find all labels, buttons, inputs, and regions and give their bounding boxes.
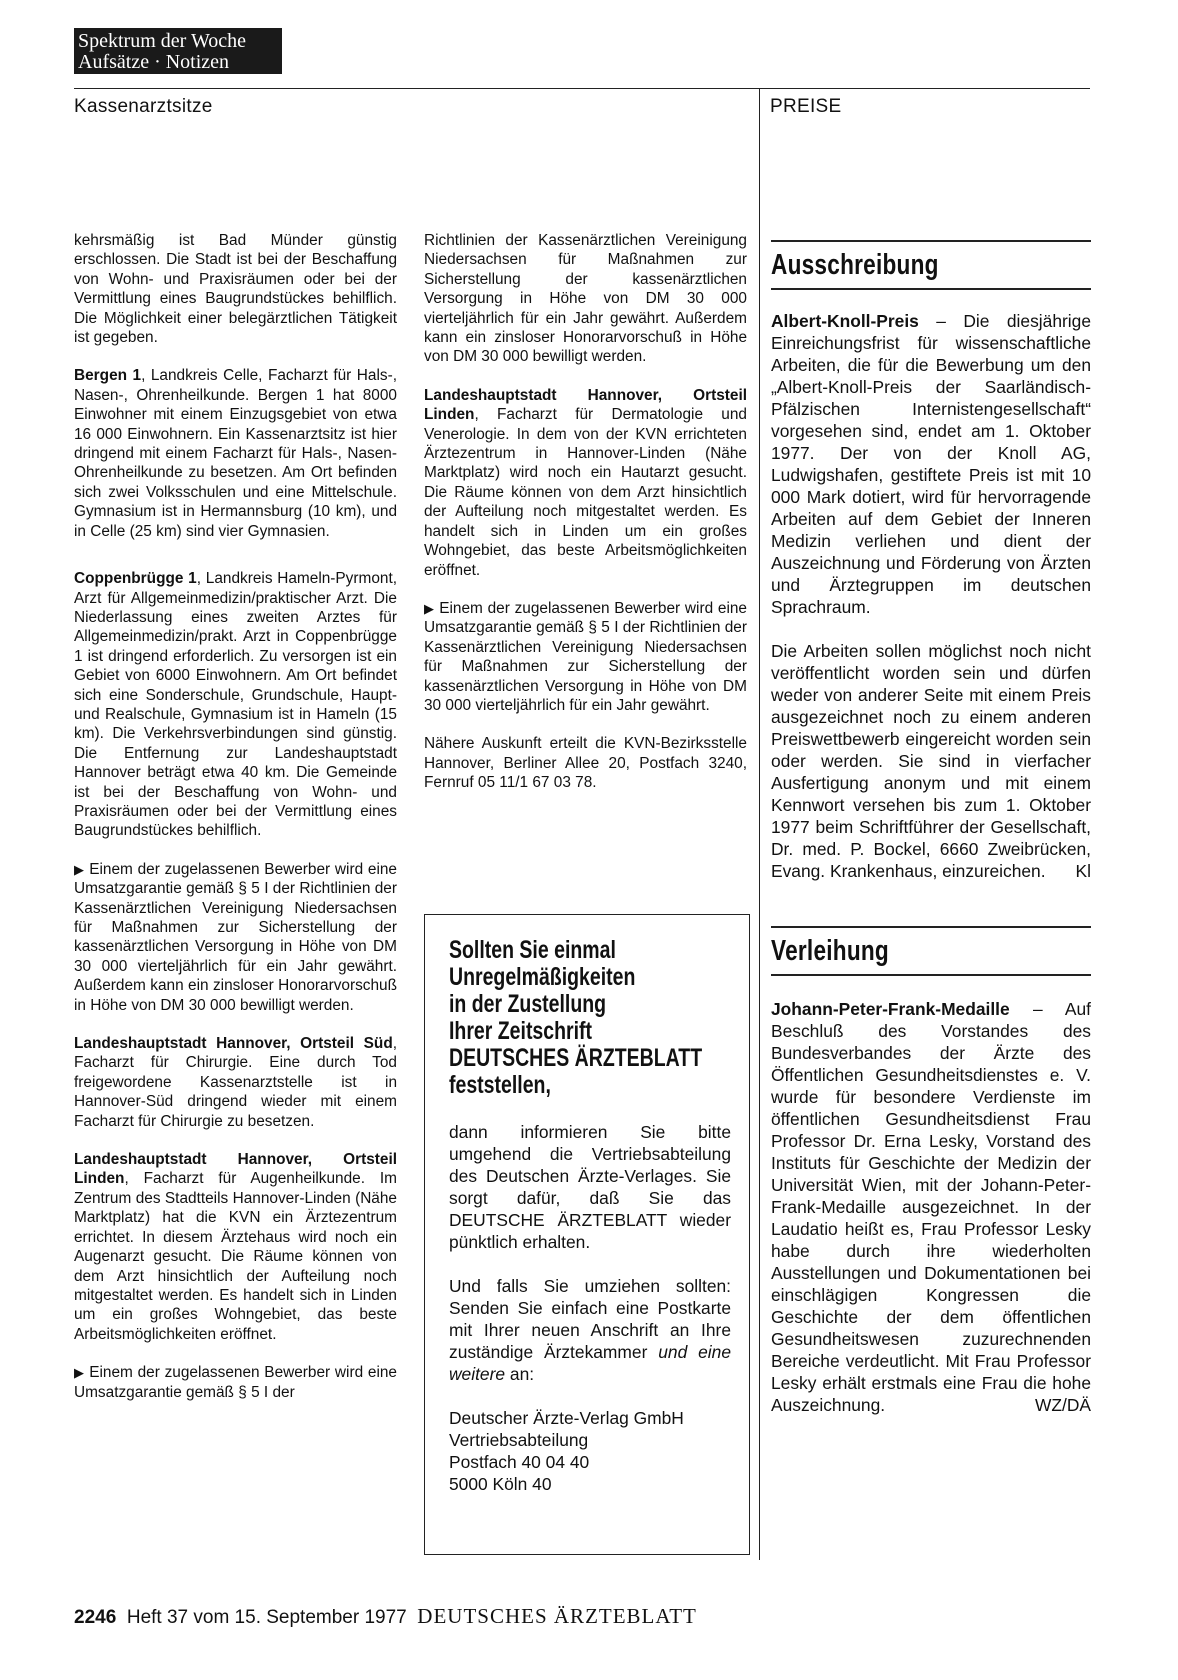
signature: WZ/DÄ [1034,1395,1091,1415]
section-rule [771,240,1091,242]
notice-paragraph: dann informieren Sie bitte umgehend die Vertriebsabteilung des Deutschen Ärzte-Verlages. Sie sorgt dafür, daß Sie das DEUTSCHE ÄRZTEBLATT wieder pünktlich erhalten. [449,1122,731,1252]
paragraph: Landeshauptstadt Hannover, Ortsteil Linden, Facharzt für Dermatologie und Venerologie. In dem von der KVN errichteten Ärztezentrum in Hannover-Linden (Nähe Marktplatz) wird noch ein Hautarzt gesucht. Die Räume können von dem Arzt hinsichtlich der Aufteilung noch mitgestaltet werden. Es handelt sich in Linden um ein großes Wohngebiet, das beste Arbeitsmöglichkeiten eröffnet. [424,386,747,579]
paragraph: Johann-Peter-Frank-Medaille – Auf Beschluß des Vorstandes des Bundesverbandes der Ärzte des Öffentlichen Gesundheitsdienstes e. V. wurde für besondere Verdienste im öffentlichen Gesundheitsdienst Frau Professor Dr. Erna Lesky, Vorstand des Instituts für Geschichte der Medizin der Universität Wien, mit der Johann-Peter-Frank-Medaille ausgezeichnet. In der Laudatio heißt es, Frau Professor Lesky habe durch ihre wiederholten Ausstellungen und Dokumentationen bei einschlägigen Kongressen die Geschichte der dem öffentlichen Gesundheitswesen zuzurechnenden Bereiche verdeutlicht. Mit Frau Professor Lesky erhält erstmals eine Frau die hohe Auszeichnung. WZ/DÄ [771,999,1091,1415]
entry-lead: Coppenbrügge 1 [74,570,197,588]
page-number: 2246 [74,1607,117,1628]
paragraph: Richtlinien der Kassenärztlichen Vereinigung Niedersachsen für Maßnahmen zur Sicherstellung der kassenärztlichen Versorgung in Höhe von DM 30 000 vierteljährlich für ein Jahr gewährt. Außerdem kann ein zinsloser Honorarvorschuß in Höhe von DM 30 000 bewilligt werden. [424,232,747,366]
paragraph: ▶ Einem der zugelassenen Bewerber wird eine Umsatzgarantie gemäß § 5 I der Richtlinien der Kassenärztlichen Vereinigung Niedersachsen für Maßnahmen zur Sicherstellung der kassenärztlichen Versorgung in Höhe von DM 30 000 vierteljährlich für ein Jahr gewährt. Außerdem kann ein zinsloser Honorarvorschuß in Höhe von DM 30 000 bewilligt werden. [74,860,397,1014]
paragraph: Landeshauptstadt Hannover, Ortsteil Süd, Facharzt für Chirurgie. Eine durch Tod freigewordene Kassenarztstelle ist in Hannover-Süd dringend wieder mit einem Facharzt für Chirurgie zu besetzen. [74,1035,397,1130]
column-1 [74,231,397,1421]
entry-lead: Landeshauptstadt Hannover, Ortsteil Linden [74,1151,397,1188]
paragraph: Nähere Auskunft erteilt die KVN-Bezirksstelle Hannover, Berliner Allee 20, Postfach 3240, Fernruf 05 11/1 67 03 78. [424,735,747,792]
entry-lead: Bergen 1 [74,367,142,385]
page-footer [74,1604,814,1629]
triangle-bullet-icon: ▶ [74,1365,85,1381]
notice-headline: Sollten Sie einmal Unregelmäßigkeiten in der Zustellung Ihrer Zeitschrift DEUTSCHES ÄRZTEBLATT feststellen, [449,936,703,1099]
header-line-2: Aufsätze · Notizen [78,51,230,73]
paragraph: Albert-Knoll-Preis – Die diesjährige Einreichungsfrist für wissenschaftliche Arbeiten, die für die Bewerbung um den „Albert-Knoll-Preis der Saarländisch-Pfälzischen Internistengesellschaft“ vorgesehen sind, endet am 1. Oktober 1977. Der von der Knoll AG, Ludwigshafen, gestiftete Preis ist mit 10 000 Mark dotiert, wird für hervorragende Arbeiten auf dem Gebiet der Inneren Medizin verliehen und dient der Auszeichnung und Förderung von Ärzten und Ärztegruppen im deutschen Sprachraum. [771,311,1091,617]
section-label-right: PREISE [770,96,842,117]
triangle-bullet-icon: ▶ [74,861,85,877]
section-label-left: Kassenarztsitze [74,96,213,117]
paragraph: Bergen 1, Landkreis Celle, Facharzt für Hals-, Nasen-, Ohrenheilkunde. Bergen 1 hat 8000 Einwohner mit einem Einzugsgebiet von etwa 16 000 Einwohnern. Ein Kassenarztsitz ist hier dringend mit einem Facharzt für Hals-, Nasen- Ohrenheilkunde zu besetzen. Am Ort befinden sich zwei Volksschulen und eine Mittelschule. Gymnasium ist in Hermannsburg (10 km), und in Celle (25 km) sind vier Gymnasien. [74,367,397,540]
issue-info: Heft 37 vom 15. September 1977 [126,1607,407,1628]
entry-lead: Albert-Knoll-Preis [771,311,919,331]
triangle-bullet-icon: ▶ [424,600,435,616]
paragraph: kehrsmäßig ist Bad Münder günstig erschlossen. Die Stadt ist bei der Beschaffung von Wohn- und Praxisräumen oder bei der Vermittlung eines Baugrundstückes behilflich. Die Möglichkeit einer belegärztlichen Tätigkeit ist gegeben. [74,232,397,347]
paragraph: Coppenbrügge 1, Landkreis Hameln-Pyrmont, Arzt für Allgemeinmedizin/praktischer Arzt. Die Niederlassung eines zweiten Arztes für Allgemeinmedizin/prakt. Arzt in Coppenbrügge 1 ist dringend erforderlich. Zu versorgen ist ein Gebiet von 6000 Einwohnern. Am Ort befindet sich eine Sonderschule, Grundschule, Haupt- und Realschule, Gymnasium ist in Hameln (15 km). Die Verkehrsverbindungen sind günstig. Die Entfernung zur Landeshauptstadt Hannover beträgt etwa 40 km. Die Gemeinde ist bei der Beschaffung von Wohn- und Praxisräumen oder bei der Vermittlung eines Baugrundstückes behilflich. [74,570,397,840]
section-header-box [74,28,282,74]
header-line-1: Spektrum der Woche [78,30,246,52]
delivery-notice-box [424,914,750,1555]
paragraph: Landeshauptstadt Hannover, Ortsteil Linden, Facharzt für Augenheilkunde. Im Zentrum des Stadtteils Hannover-Linden (Nähe Marktplatz) hat die KVN ein Ärztezentrum errichtet. In diesem Ärztehaus wird noch ein Augenarzt gesucht. Die Räume können von dem Arzt hinsichtlich der Aufteilung noch mitgestaltet werden. Es handelt sich in Linden um ein großes Wohngebiet, das beste Arbeitsmöglichkeiten eröffnet. [74,1151,397,1343]
magazine-name: DEUTSCHES ÄRZTEBLATT [417,1604,697,1628]
section-rule [771,288,1091,290]
column-2 [424,231,747,812]
entry-lead: Landeshauptstadt Hannover, Ortsteil Linden [424,386,747,424]
column-rule [759,88,760,1560]
entry-lead: Landeshauptstadt Hannover, Ortsteil Süd [74,1035,393,1053]
section-rule [771,974,1091,976]
paragraph: Die Arbeiten sollen möglichst noch nicht veröffentlicht worden sein und dürfen weder von anderer Seite mit einem Preis ausgezeichnet noch zu einem anderen Preiswettbewerb eingereicht worden sein oder werden. Sie sind in vierfacher Ausfertigung anonym und mit einem Kennwort versehen bis zum 1. Oktober 1977 beim Schriftführer der Gesellschaft, Dr. med. P. Bockel, 6660 Zweibrücken, Evang. Krankenhaus, einzureichen. Kl [771,641,1091,881]
paragraph: ▶ Einem der zugelassenen Bewerber wird eine Umsatzgarantie gemäß § 5 I der Richtlinien der Kassenärztlichen Vereinigung Niedersachsen für Maßnahmen zur Sicherstellung der kassenärztlichen Versorgung in Höhe von DM 30 000 vierteljährlich für ein Jahr gewährt. [424,599,747,714]
entry-lead: Johann-Peter-Frank-Medaille [771,999,1010,1019]
section-title-ausschreibung: Ausschreibung [771,249,939,281]
signature: Kl [1075,861,1091,881]
notice-paragraph: Und falls Sie umziehen sollten: Senden Sie einfach eine Postkarte mit Ihrer neuen Anschrift an Ihre zuständige Ärztekammer und eine weitere an: [449,1276,731,1384]
top-rule [74,88,1090,89]
notice-address: Deutscher Ärzte-Verlag GmbH Vertriebsabteilung Postfach 40 04 40 5000 Köln 40 [449,1408,684,1494]
paragraph: ▶ Einem der zugelassenen Bewerber wird eine Umsatzgarantie gemäß § 5 I der [74,1364,397,1401]
section-title-verleihung: Verleihung [771,935,889,967]
column-3 [771,240,1091,1438]
section-rule [771,926,1091,928]
